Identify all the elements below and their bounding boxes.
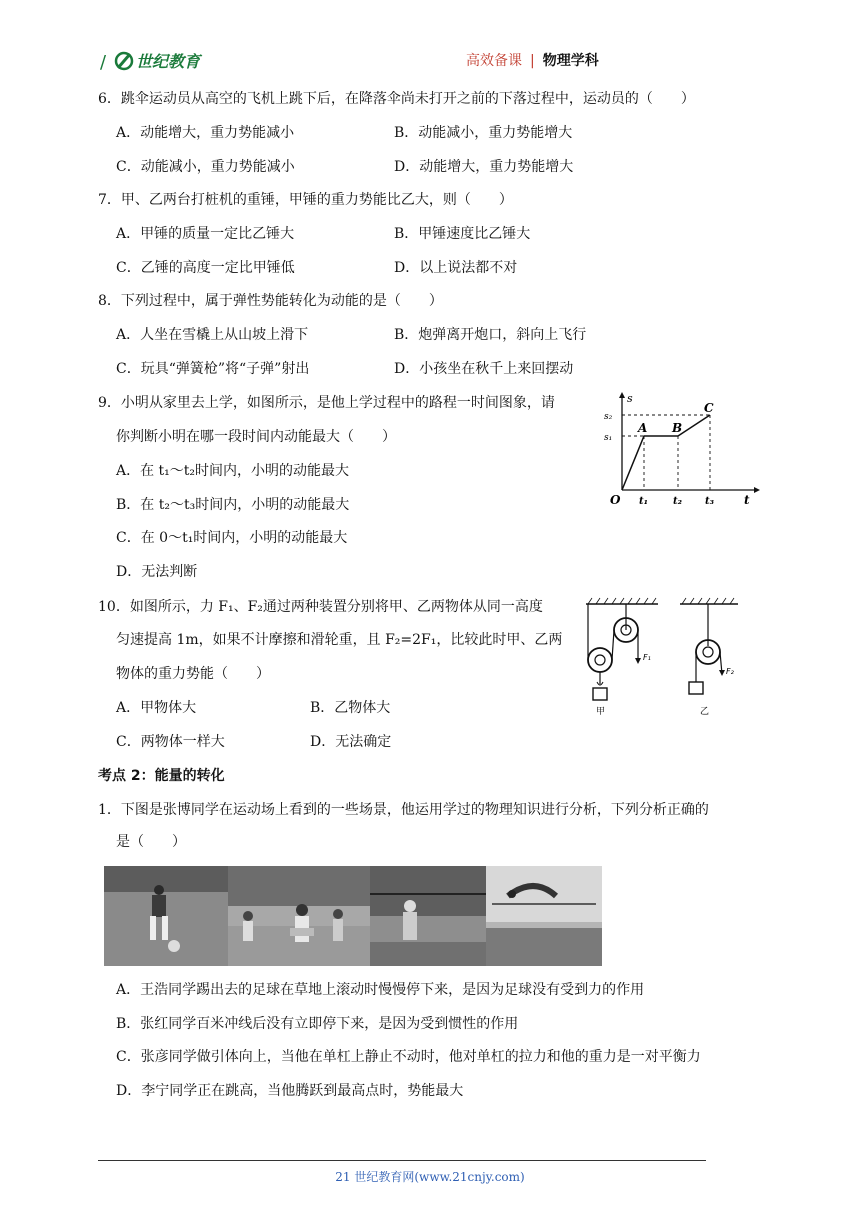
figure-label-yi: 乙 bbox=[700, 707, 710, 717]
question-10-option-d: D．无法确定 bbox=[310, 734, 392, 750]
graph-point-b: B bbox=[672, 421, 683, 435]
question-6-option-a: A．动能增大，重力势能减小 bbox=[116, 125, 295, 141]
question-10-option-c: C．两物体一样大 bbox=[116, 734, 225, 750]
question-7-option-d: D．以上说法都不对 bbox=[394, 260, 518, 276]
photo-high-jump bbox=[486, 866, 602, 966]
svg-text:世纪教育: 世纪教育 bbox=[136, 52, 201, 71]
graph-point-c: C bbox=[704, 401, 714, 415]
header-separator: | bbox=[530, 53, 535, 69]
question-7-option-a: A．甲锤的质量一定比乙锤大 bbox=[116, 226, 295, 242]
force-f2-label: F₂ bbox=[726, 667, 734, 676]
section-2-q1-stem-line2: 是（ ） bbox=[116, 834, 186, 850]
graph-tick-s1: s₁ bbox=[604, 433, 613, 443]
question-7-stem: 7．甲、乙两台打桩机的重锤，甲锤的重力势能比乙大，则（ ） bbox=[98, 192, 513, 208]
photo-sprint bbox=[228, 866, 370, 966]
photo-soccer bbox=[104, 866, 228, 966]
svg-text:/: / bbox=[100, 52, 107, 73]
question-8-option-a: A．人坐在雪橇上从山坡上滑下 bbox=[116, 327, 309, 343]
graph-tick-t2: t₂ bbox=[673, 496, 682, 507]
section-2-title: 考点 2：能量的转化 bbox=[98, 768, 225, 784]
question-10-stem-line2: 匀速提高 1m，如果不计摩擦和滑轮重，且 F₂=2F₁，比较此时甲、乙两 bbox=[116, 632, 563, 648]
question-9-option-d: D．无法判断 bbox=[116, 564, 198, 580]
section-2-q1-option-a: A．王浩同学踢出去的足球在草地上滚动时慢慢停下来，是因为足球没有受到力的作用 bbox=[116, 982, 645, 998]
question-6-option-d: D．动能增大，重力势能增大 bbox=[394, 159, 574, 175]
section-2-q1-option-d: D．李宁同学正在跳高，当他腾跃到最高点时，势能最大 bbox=[116, 1083, 464, 1099]
question-6-option-b: B．动能减小，重力势能增大 bbox=[394, 125, 573, 141]
question-10-option-b: B．乙物体大 bbox=[310, 700, 391, 716]
footer-source[interactable]: 21 世纪教育网(www.21cnjy.com) bbox=[335, 1170, 525, 1184]
question-10-stem-line1: 10．如图所示，力 F₁、F₂通过两种装置分别将甲、乙两物体从同一高度 bbox=[98, 599, 543, 615]
question-6-option-c: C．动能减小，重力势能减小 bbox=[116, 159, 295, 175]
question-9-stem-line1: 9．小明从家里去上学，如图所示，是他上学过程中的路程一时间图象，请 bbox=[98, 395, 555, 411]
header-subject bbox=[466, 50, 599, 70]
force-f1-label: F₁ bbox=[643, 653, 651, 662]
question-8-option-c: C．玩具“弹簧枪”将“子弹”射出 bbox=[116, 361, 310, 377]
question-9-option-c: C．在 0～t₁时间内，小明的动能最大 bbox=[116, 530, 348, 546]
header-left-label: 高效备课 bbox=[466, 53, 522, 69]
question-7-option-b: B．甲锤速度比乙锤大 bbox=[394, 226, 531, 242]
question-10-option-a: A．甲物体大 bbox=[116, 700, 197, 716]
question-8-option-d: D．小孩坐在秋千上来回摆动 bbox=[394, 361, 574, 377]
question-8-option-b: B．炮弹离开炮口，斜向上飞行 bbox=[394, 327, 587, 343]
section-2-q1-stem-line1: 1．下图是张博同学在运动场上看到的一些场景，他运用学过的物理知识进行分析，下列分析正确的 bbox=[98, 802, 709, 818]
graph-y-axis-label: s bbox=[627, 392, 633, 405]
question-6-stem: 6．跳伞运动员从高空的飞机上跳下后，在降落伞尚未打开之前的下落过程中，运动员的（ ） bbox=[98, 91, 695, 107]
figure-label-jia: 甲 bbox=[596, 707, 606, 717]
graph-x-axis-label: t bbox=[744, 493, 750, 507]
question-7-option-c: C．乙锤的高度一定比甲锤低 bbox=[116, 260, 295, 276]
graph-tick-s2: s₂ bbox=[604, 412, 613, 422]
question-10-stem-line3: 物体的重力势能（ ） bbox=[116, 666, 270, 682]
graph-tick-t3: t₃ bbox=[705, 496, 714, 507]
distance-time-graph bbox=[594, 390, 760, 510]
photo-pullup bbox=[370, 866, 486, 966]
graph-origin-label: O bbox=[610, 493, 621, 507]
footer-divider bbox=[98, 1160, 706, 1161]
header-right-label: 物理学科 bbox=[542, 53, 599, 69]
section-2-q1-option-b: B．张红同学百米冲线后没有立即停下来，是因为受到惯性的作用 bbox=[116, 1016, 519, 1032]
pulley-diagram bbox=[580, 596, 745, 718]
graph-tick-t1: t₁ bbox=[639, 496, 648, 507]
question-9-stem-line2: 你判断小明在哪一段时间内动能最大（ ） bbox=[116, 429, 396, 445]
question-9-option-a: A．在 t₁～t₂时间内，小明的动能最大 bbox=[116, 463, 350, 479]
question-9-option-b: B．在 t₂～t₃时间内，小明的动能最大 bbox=[116, 497, 350, 513]
graph-point-a: A bbox=[638, 421, 648, 435]
section-2-q1-option-c: C．张彦同学做引体向上，当他在单杠上静止不动时，他对单杠的拉力和他的重力是一对平衡力 bbox=[116, 1049, 701, 1065]
brand-logo bbox=[100, 48, 230, 74]
question-8-stem: 8．下列过程中，属于弹性势能转化为动能的是（ ） bbox=[98, 293, 443, 309]
